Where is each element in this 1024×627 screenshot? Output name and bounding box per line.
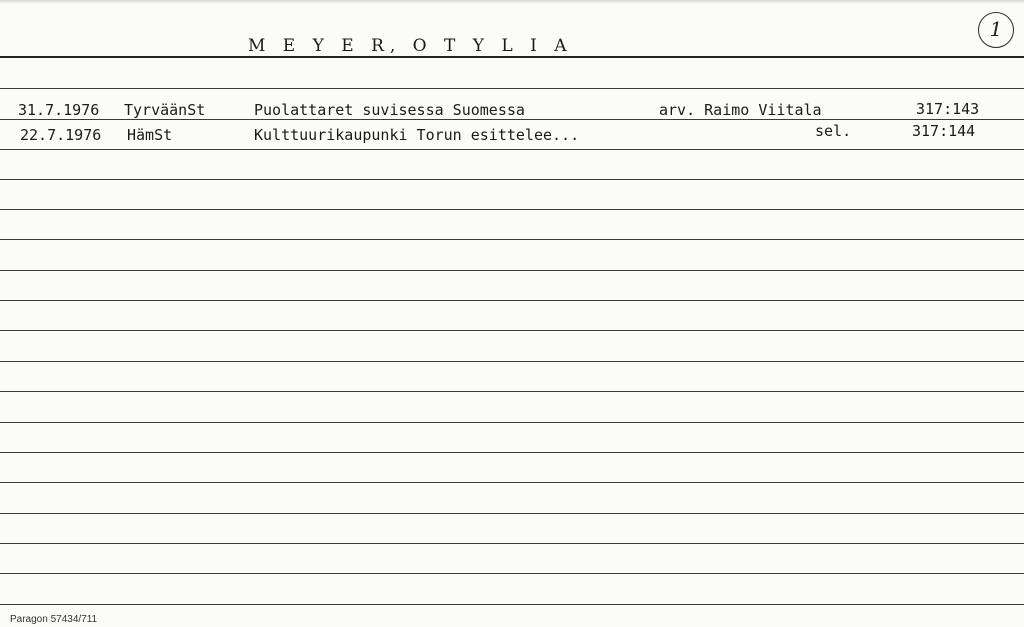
ruled-line xyxy=(0,482,1024,483)
entry-1-source: TyrväänSt xyxy=(124,101,206,119)
entry-1-date: 31.7.1976 xyxy=(18,101,100,119)
card-person-name: M E Y E R, O T Y L I A xyxy=(248,36,573,56)
ruled-line xyxy=(0,270,1024,271)
entry-2-title: Kulttuurikaupunki Torun esittelee... xyxy=(254,126,580,144)
ruled-line xyxy=(0,179,1024,180)
ruled-line xyxy=(0,209,1024,210)
ruled-line xyxy=(0,452,1024,453)
entry-2-code: 317:144 xyxy=(912,122,976,140)
entry-1-title: Puolattaret suvisessa Suomessa xyxy=(254,101,525,119)
ruled-line xyxy=(0,239,1024,240)
ruled-line xyxy=(0,119,1024,120)
ruled-line xyxy=(0,149,1024,150)
entry-2-note: sel. xyxy=(815,122,852,140)
entry-2-date: 22.7.1976 xyxy=(20,126,102,144)
card-top-edge xyxy=(0,0,1024,4)
header-rule xyxy=(0,56,1024,58)
entry-2-source: HämSt xyxy=(127,126,173,144)
ruled-line xyxy=(0,543,1024,544)
ruled-line xyxy=(0,361,1024,362)
card-number-circle: 1 xyxy=(978,12,1014,48)
entry-1-note: arv. Raimo Viitala xyxy=(659,101,822,119)
ruled-line xyxy=(0,330,1024,331)
entry-1-code: 317:143 xyxy=(916,100,980,118)
ruled-line xyxy=(0,422,1024,423)
ruled-line xyxy=(0,604,1024,605)
ruled-line xyxy=(0,88,1024,89)
ruled-line xyxy=(0,573,1024,574)
ruled-line xyxy=(0,300,1024,301)
card-footer-print: Paragon 57434/711 xyxy=(10,614,98,625)
ruled-line xyxy=(0,391,1024,392)
ruled-line xyxy=(0,513,1024,514)
